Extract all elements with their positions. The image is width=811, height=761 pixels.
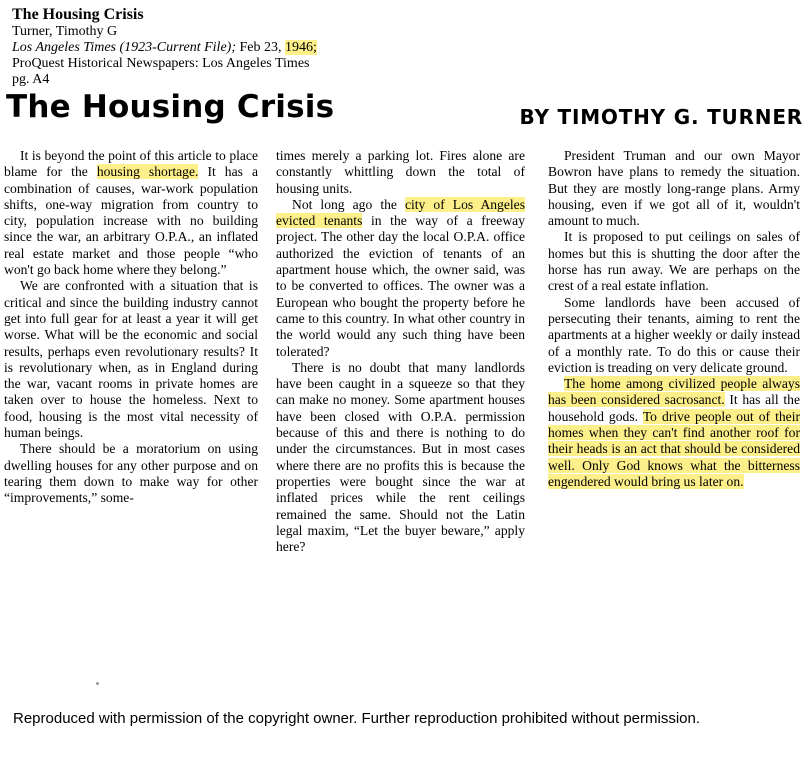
paragraph-text: It has all the household gods. [548, 392, 800, 424]
article-byline: BY TIMOTHY G. TURNER [519, 105, 803, 129]
citation-year: 1946; [285, 40, 317, 55]
citation-date: Feb 23, [236, 40, 285, 55]
paragraph-text: Not long ago the [292, 196, 405, 212]
citation-block [12, 6, 392, 88]
citation-source-line [12, 40, 392, 56]
highlighted-text: city of Los Angeles evicted tenants [276, 196, 525, 229]
article-column-3 [548, 148, 800, 490]
highlighted-text: To drive people out of their homes when they can't find another roof for their heads is an act that should be considered well. Only God knows what the bitterness engendered would bring us later on. [548, 408, 801, 489]
article-column-1 [4, 148, 258, 507]
article-paragraph [548, 376, 800, 490]
paragraph-text: times merely a parking lot. Fires alone are constantly whittling down the total of housing units. [276, 148, 525, 196]
scan-speck [96, 682, 99, 685]
article-paragraph [548, 148, 800, 229]
highlighted-text: housing shortage. [96, 164, 199, 180]
article-paragraph [4, 278, 258, 441]
article-paragraph [276, 197, 525, 360]
paragraph-text: It is beyond the point of this article to place blame for the [4, 148, 258, 180]
article-paragraph [276, 360, 525, 556]
paragraph-text: Some landlords have been accused of persecuting their tenants, aiming to rent the apartments at a higher weekly or daily instead of a monthly rate. To do this or cause their eviction is treading on very delicate ground. [548, 294, 800, 375]
paragraph-text: President Truman and our own Mayor Bowron have plans to remedy the situation. But they are mostly long-range plans. Army housing, even if we got all of it, wouldn't amount to much. [548, 148, 800, 229]
citation-database: ProQuest Historical Newspapers: Los Angeles Times [12, 56, 310, 71]
paragraph-text: in the way of a freeway project. The other day the local O.P.A. office authorized the eviction of tenants of an apartment house which, the owner said, was to be converted to offices. The owner was a European who bought the property before he came to this country. In what other country in the world would any such thing have been tolerated? [276, 213, 525, 359]
paragraph-text: There should be a moratorium on using dwelling houses for any other purpose and on tearing them down to make way for other “improvements,” some- [4, 441, 258, 506]
paragraph-text: It has a combination of causes, war-work population shifts, one-way migration from country to city, population increase with no building since the war, an arbitrary O.P.A., an inflated real estate market and those people “who won't go back home where they belong.” [4, 164, 258, 278]
paragraph-text: There is no doubt that many landlords have been caught in a squeeze so that they can make no money. Some apartment houses have been closed with O.P.A. permission because of this and there is nothing to do under the circumstances. But in most cases where there are no profits this is because the properties were bought since the war at inflated prices while the rent ceilings remained the same. Should not the Latin legal maxim, “Let the buyer beware,” apply here? [276, 359, 525, 555]
article-paragraph [548, 229, 800, 294]
citation-source: Los Angeles Times (1923-Current File); [12, 40, 236, 55]
copyright-notice: Reproduced with permission of the copyright owner. Further reproduction prohibited without permission. [13, 710, 701, 727]
article-paragraph [4, 148, 258, 278]
citation-author: Turner, Timothy G [12, 24, 118, 39]
article-headline: The Housing Crisis [6, 89, 335, 125]
paragraph-text: We are confronted with a situation that is critical and since the building industry cannot get into full gear for at least a year it will get worse. What will be the economic and social results, perhaps even revolutionary results? It is revolutionary when, as in England during the war, vacant rooms in private homes are taken over to house the homeless. Next to food, housing is the most vital necessity of human beings. [4, 278, 258, 441]
citation-page: pg. A4 [12, 72, 50, 87]
article-paragraph [548, 295, 800, 376]
highlighted-text: The home among civilized people always has been considered sacrosanct. [548, 376, 800, 408]
article-column-2 [276, 148, 525, 555]
citation-title: The Housing Crisis [12, 6, 144, 23]
article-paragraph [276, 148, 525, 197]
article-paragraph [4, 441, 258, 506]
paragraph-text: It is proposed to put ceilings on sales of homes but this is shutting the door after the horse has run away. We are perhaps on the crest of a real estate inflation. [548, 229, 800, 294]
